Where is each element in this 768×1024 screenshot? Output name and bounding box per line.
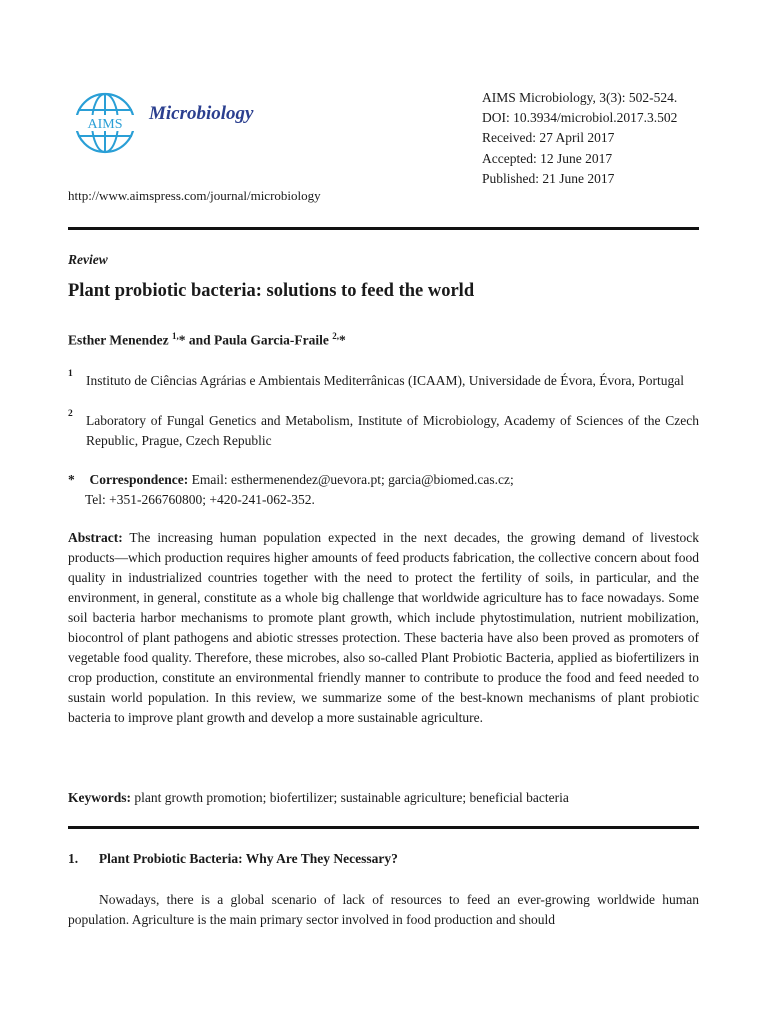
article-title: Plant probiotic bacteria: solutions to feed the world — [68, 281, 475, 301]
aims-globe-icon — [72, 90, 138, 156]
correspondence — [68, 470, 699, 510]
section-number: 1. — [68, 851, 79, 866]
article-meta — [482, 88, 677, 189]
published-date: Published: 21 June 2017 — [482, 170, 615, 186]
accepted-date: Accepted: 12 June 2017 — [482, 150, 613, 166]
header-divider — [68, 227, 699, 230]
body-paragraph: Nowadays, there is a global scenario of lack of resources to feed an ever-growing worldwide human population. Agriculture is the main primary sector involved in food production and should — [68, 892, 699, 927]
correspondence-email[interactable]: Email: esthermenendez@uevora.pt; garcia@biomed.cas.cz; — [191, 472, 514, 487]
affiliation-number: 2 — [68, 409, 73, 419]
received-date: Received: 27 April 2017 — [482, 130, 615, 146]
author-list — [68, 331, 346, 349]
section-divider — [68, 826, 699, 829]
corresponding-mark: * — [339, 332, 346, 348]
correspondence-label: Correspondence: — [89, 472, 189, 487]
journal-name: Microbiology — [149, 103, 254, 124]
author-affiliation-ref: 2, — [332, 331, 340, 341]
keywords — [68, 788, 699, 808]
affiliation-number: 1 — [68, 369, 73, 379]
author-affiliation-ref: 1, — [172, 331, 179, 341]
doi[interactable]: DOI: 10.3934/microbiol.2017.3.502 — [482, 110, 678, 126]
abstract-label: Abstract: — [68, 530, 123, 545]
journal-logo — [72, 88, 272, 158]
journal-reference: AIMS Microbiology, 3(3): 502-524. — [482, 90, 678, 105]
affiliation-text: Laboratory of Fungal Genetics and Metabolism, Institute of Microbiology, Academy of Sciences of the Czech Republic, Prague, Czech Republic — [86, 413, 699, 448]
correspondence-mark: * — [68, 472, 75, 487]
section-heading — [68, 851, 398, 867]
author-conjunction: and — [185, 332, 215, 348]
correspondence-tel: Tel: +351-266760800; +420-241-062-352. — [85, 492, 315, 507]
author-name: Paula Garcia-Fraile — [214, 332, 329, 348]
article-type: Review — [68, 252, 108, 267]
author-name: Esther Menendez — [68, 332, 169, 348]
corresponding-mark: * — [178, 332, 186, 348]
keywords-text: plant growth promotion; biofertilizer; sustainable agriculture; beneficial bacteria — [134, 790, 569, 805]
affiliation-text: Instituto de Ciências Agrárias e Ambientais Mediterrânicas (ICAAM), Universidade de Évora, Évora, Portugal — [86, 373, 684, 388]
svg-text:AIMS: AIMS — [87, 117, 123, 132]
keywords-label: Keywords: — [68, 790, 131, 805]
section-title: Plant Probiotic Bacteria: Why Are They Necessary? — [98, 851, 398, 866]
abstract-text: The increasing human population expected in the next decades, the growing demand of livestock products—which production requires higher amounts of feed products fabrication, the collective concern about food quality in industrialized countries together with the need to protect the fertility of soils, in particular, and the environment, in general, constitute as a whole big challenge that worldwide agriculture has to face nowadays. Some soil bacteria harbor mechanisms to promote plant growth, which include phytostimulation, nutrient mobilization, biocontrol of plant pathogens and abiotic stresses protection. These bacteria have also been proved as promoters of vegetable food quality. Therefore, these microbes, also so-called Plant Probiotic Bacteria, applied as biofertilizers in crop production, constitute an environmental friendly manner to contribute to produce the food and feed needed to sustain world population. In this review, we summarize some of the best-known mechanisms of plant probiotic bacteria to improve plant growth and develop a more sustainable agriculture. — [68, 530, 699, 725]
journal-url[interactable]: http://www.aimspress.com/journal/microbiology — [68, 188, 321, 203]
abstract — [68, 528, 699, 728]
